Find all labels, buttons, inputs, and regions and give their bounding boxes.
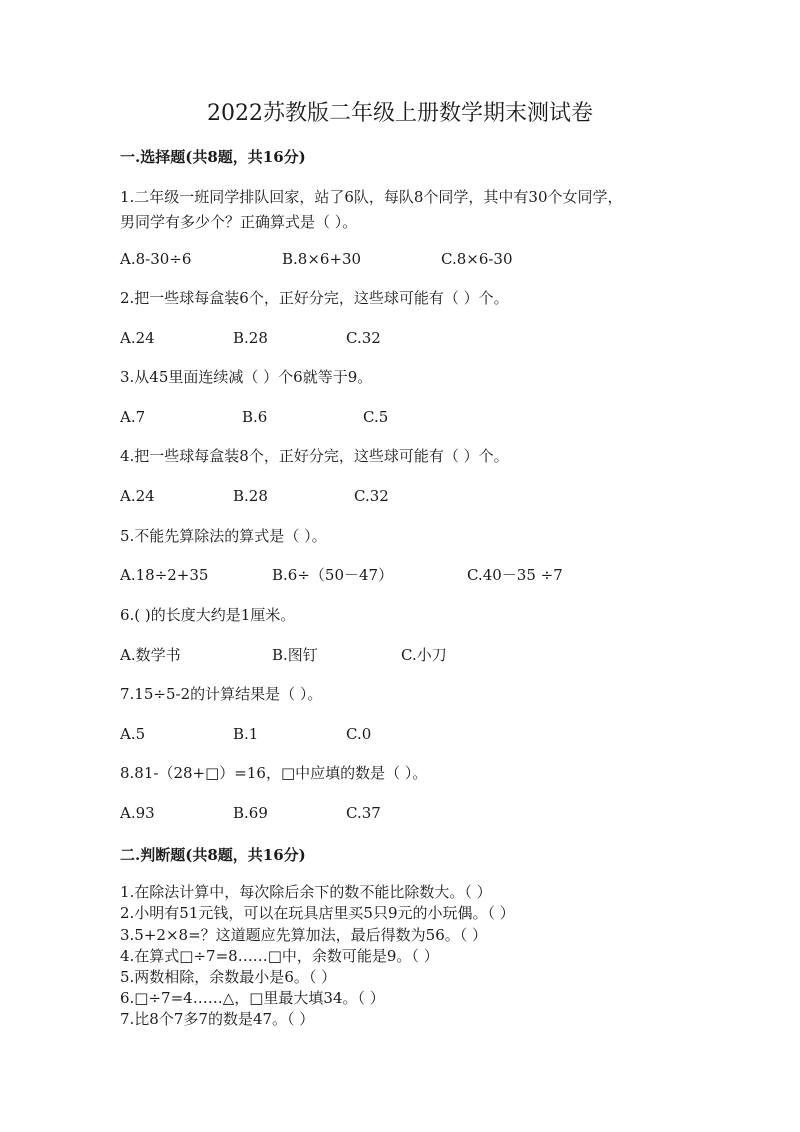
- question-1-option-c: C.8×6-30: [441, 250, 513, 268]
- true-false-item-4: 4.在算式□÷7=8……□中，余数可能是9。（ ）: [120, 947, 439, 965]
- question-5-option-a: A.18÷2+35: [120, 566, 209, 584]
- true-false-item-7: 7.比8个7多7的数是47。（ ）: [120, 1010, 315, 1028]
- question-6-option-b: B.图钉: [272, 646, 318, 664]
- question-7-option-b: B.1: [233, 725, 259, 743]
- true-false-item-1: 1.在除法计算中，每次除后余下的数不能比除数大。（ ）: [120, 883, 492, 901]
- question-3-option-b: B.6: [242, 408, 268, 426]
- question-5-option-c: C.40－35 ÷7: [467, 566, 563, 584]
- question-6-text: 6.( )的长度大约是1厘米。: [120, 606, 296, 624]
- question-4-option-c: C.32: [354, 487, 389, 505]
- question-2-option-a: A.24: [120, 329, 155, 347]
- true-false-item-2: 2.小明有51元钱，可以在玩具店里买5只9元的小玩偶。（ ）: [120, 904, 515, 922]
- question-6-option-a: A.数学书: [120, 646, 181, 664]
- question-1-option-a: A.8-30÷6: [120, 250, 192, 268]
- question-2-option-c: C.32: [346, 329, 381, 347]
- question-1-line-1: 1.二年级一班同学排队回家，站了6队，每队8个同学，其中有30个女同学，: [120, 188, 623, 206]
- question-5-text: 5.不能先算除法的算式是（ ）。: [120, 527, 327, 545]
- question-8-text: 8.81-（28+□）=16，□中应填的数是（ ）。: [120, 764, 428, 782]
- question-4-option-b: B.28: [233, 487, 268, 505]
- section-heading-true-false: 二.判断题(共8题，共16分): [120, 846, 306, 864]
- question-2-text: 2.把一些球每盒装6个，正好分完，这些球可能有（ ）个。: [120, 289, 509, 307]
- question-4-text: 4.把一些球每盒装8个，正好分完，这些球可能有（ ）个。: [120, 447, 509, 465]
- question-8-option-b: B.69: [233, 804, 268, 822]
- true-false-item-5: 5.两数相除，余数最小是6。（ ）: [120, 968, 337, 986]
- question-5-option-b: B.6÷（50－47）: [272, 566, 394, 584]
- question-7-option-c: C.0: [346, 725, 372, 743]
- question-3-option-a: A.7: [120, 408, 146, 426]
- page-title: 2022苏教版二年级上册数学期末测试卷: [207, 101, 593, 126]
- question-7-text: 7.15÷5-2的计算结果是（ ）。: [120, 685, 323, 703]
- question-7-option-a: A.5: [120, 725, 146, 743]
- question-8-option-a: A.93: [120, 804, 155, 822]
- question-4-option-a: A.24: [120, 487, 155, 505]
- true-false-item-3: 3.5+2×8=？这道题应先算加法，最后得数为56。（ ）: [120, 926, 488, 944]
- question-1-line-2: 男同学有多少个？正确算式是（ ）。: [120, 213, 358, 231]
- question-6-option-c: C.小刀: [401, 646, 447, 664]
- question-2-option-b: B.28: [233, 329, 268, 347]
- question-3-text: 3.从45里面连续减（ ）个6就等于9。: [120, 368, 373, 386]
- section-heading-multiple-choice: 一.选择题(共8题，共16分): [120, 148, 306, 166]
- question-8-option-c: C.37: [346, 804, 381, 822]
- question-3-option-c: C.5: [363, 408, 389, 426]
- true-false-item-6: 6.□÷7=4……△，□里最大填34。（ ）: [120, 989, 385, 1007]
- question-1-option-b: B.8×6+30: [282, 250, 362, 268]
